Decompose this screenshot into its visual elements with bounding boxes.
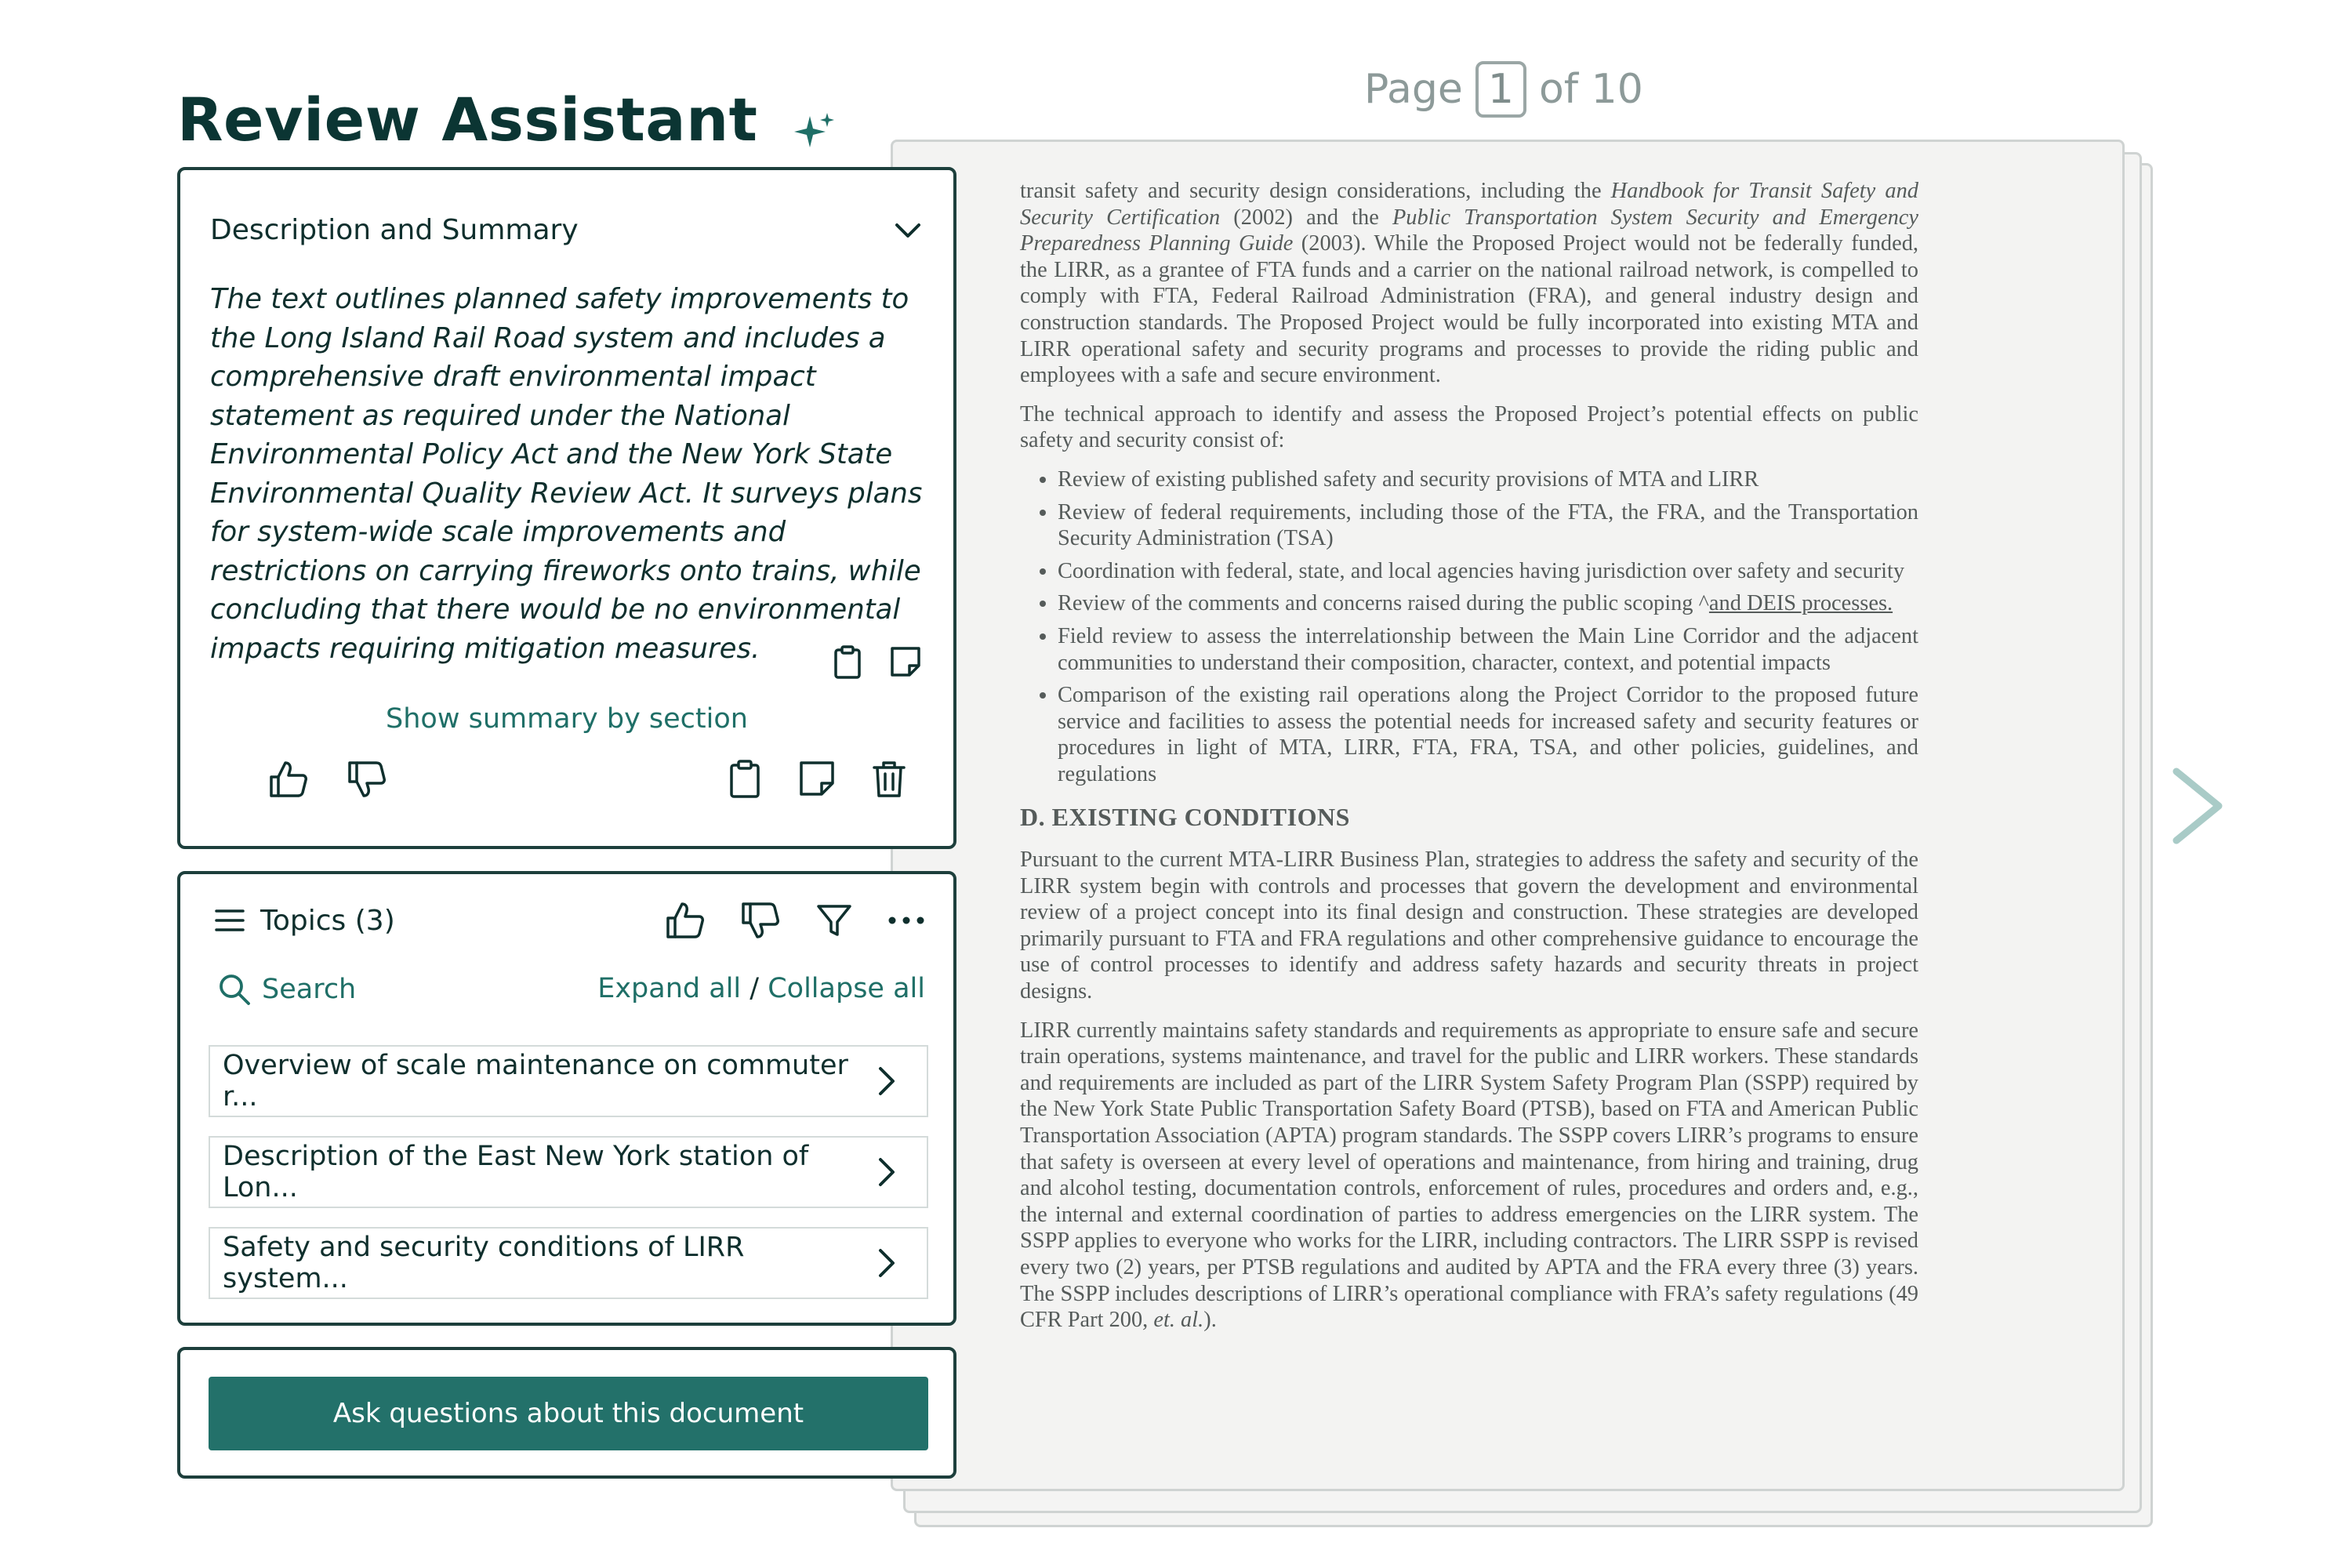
topics-panel <box>177 871 956 1326</box>
search-icon[interactable] <box>218 973 251 1006</box>
page-label: Page <box>1364 66 1463 113</box>
sticky-note-icon[interactable] <box>798 760 836 799</box>
topics-search[interactable] <box>218 973 356 1006</box>
trash-icon[interactable] <box>872 760 906 799</box>
expand-all-link[interactable]: Expand all <box>597 973 742 1004</box>
ask-panel <box>177 1347 956 1479</box>
doc-paragraph: transit safety and security design considerations, including the Handbook for Transit Safety and Security Certification (2002) and the Public Transportation System Security and Emergency Preparedness Planning Guide (2003). While the Proposed Project would not be federally funded, the LIRR, as a grantee of FTA funds and a carrier on the national railroad network, is compelled to comply with FTA, Federal Railroad Administration (FRA), and general industry design and construction standards. The Proposed Project would be fully incorporated into existing MTA and LIRR operational safety and security programs and processes to provide the riding public and employees with a safe and secure environment. <box>1020 179 1919 388</box>
document-page <box>891 140 2125 1491</box>
doc-paragraph: The technical approach to identify and assess the Proposed Project’s potential effects on public safety and security consist of: <box>1020 401 1918 453</box>
summary-feedback <box>268 760 387 799</box>
sticky-note-icon[interactable] <box>889 645 922 680</box>
app-title <box>177 85 837 154</box>
doc-bullet: • Comparison of the existing rail operations along the Project Corridor to the proposed future service and facilities to assess the potential needs for increased safety and security features or procedures in light of MTA, LIRR, FTA, FRA, TSA, and other policies, guidelines, and regulations <box>1058 682 1918 787</box>
page-indicator <box>1364 61 1643 118</box>
doc-paragraph: Pursuant to the current MTA-LIRR Business Plan, strategies to address the safety and security of the LIRR system begin with controls and processes that govern the development and environmental review of a project concept into its final design and construction. These strategies are developed primarily pursuant to FTA and FRA regulations and other comprehensive guidance to encourage the use of control processes to identify and address safety hazards and security threats in project designs. <box>1020 848 1918 1004</box>
summary-panel <box>177 167 956 849</box>
insert-caret: ^ <box>1698 591 1709 616</box>
chevron-right-icon[interactable] <box>877 1247 897 1279</box>
topic-item[interactable] <box>209 1136 928 1208</box>
topic-label: Description of the East New York station of Lon... <box>223 1141 809 1203</box>
topics-header <box>215 901 925 940</box>
chevron-down-icon[interactable] <box>892 215 924 246</box>
doc-bullet-list <box>1020 466 1918 788</box>
thumbs-up-icon[interactable] <box>268 760 309 799</box>
more-options-icon[interactable] <box>887 914 925 927</box>
ask-questions-button[interactable]: Ask questions about this document <box>209 1377 928 1450</box>
summary-heading: Description and Summary <box>210 214 579 246</box>
topic-label: Overview of scale maintenance on commuter r... <box>223 1050 848 1112</box>
doc-bullet: • Coordination with federal, state, and local agencies having jurisdiction over safety and security <box>1058 558 1918 585</box>
thumbs-down-icon[interactable] <box>347 760 387 799</box>
summary-text-actions <box>833 645 922 680</box>
search-label: Search <box>262 974 357 1005</box>
next-page-chevron-icon[interactable] <box>2167 767 2230 845</box>
clipboard-icon[interactable] <box>833 645 862 680</box>
topics-title: Topics (3) <box>260 904 395 937</box>
clipboard-icon[interactable] <box>728 760 762 799</box>
topic-item[interactable] <box>209 1227 928 1299</box>
doc-bullet: • Review of the comments and concerns raised during the public scoping ^and DEIS processes. <box>1058 590 1918 617</box>
thumbs-up-icon[interactable] <box>665 901 706 940</box>
topics-actions <box>665 901 925 940</box>
chevron-right-icon[interactable] <box>877 1065 897 1097</box>
filter-icon[interactable] <box>815 902 853 939</box>
doc-bullet: • Review of federal requirements, including those of the FTA, the FRA, and the Transportation Security Administration (TSA) <box>1058 499 1918 552</box>
show-summary-by-section-link[interactable]: Show summary by section <box>386 703 748 735</box>
menu-icon[interactable] <box>215 908 245 933</box>
topic-item[interactable] <box>209 1045 928 1117</box>
app-title-text: Review Assistant <box>177 85 758 154</box>
topics-search-row <box>218 973 925 1006</box>
separator: / <box>750 973 760 1004</box>
collapse-all-link[interactable]: Collapse all <box>768 973 925 1004</box>
topic-label: Safety and security conditions of LIRR system... <box>223 1232 745 1294</box>
summary-header[interactable] <box>210 214 924 246</box>
summary-actions <box>728 760 906 799</box>
page-total: of 10 <box>1538 66 1643 113</box>
expand-collapse-controls <box>597 973 925 1006</box>
doc-bullet: • Field review to assess the interrelationship between the Main Line Corridor and the adjacent communities to understand their composition, character, context, and potential impacts <box>1058 623 1918 676</box>
document-text <box>1020 178 1918 1346</box>
doc-paragraph: LIRR currently maintains safety standards and requirements as appropriate to ensure safe and secure train operations, systems maintenance, and travel for the public and LIRR workers. These standards and requirements are included as part of the LIRR System Safety Program Plan (SSPP) required by the New York State Public Transportation Safety Board (PTSB), based on FTA and American Public Transportation Association (APTA) program standards. The SSPP covers LIRR’s programs to ensure that safety is overseen at every level of operations and maintenance, from hiring and training, drug and alcohol testing, documentation controls, enforcement of rules, procedures and orders and, e.g., the internal and external coordination of parties to address emergencies on the LIRR system. The SSPP applies to everyone who works for the LIRR, including contractors. The LIRR SSPP is revised every two (2) years, per PTSB regulations and audited by APTA and the FRA every three (3) years. The SSPP includes descriptions of LIRR’s operational compliance with FRA’s safety regulations (49 CFR Part 200, et. al.). <box>1020 1018 1918 1333</box>
chevron-right-icon[interactable] <box>877 1156 897 1188</box>
tracked-insertion: and DEIS processes. <box>1708 591 1893 616</box>
page-number-input[interactable]: 1 <box>1475 61 1526 118</box>
summary-text: The text outlines planned safety improvements to the Long Island Rail Road system and includes a comprehensive draft environmental impact statement as required under the National Environmental Policy Act and the New York State Environmental Quality Review Act. It surveys plans for system-wide scale improvements and restrictions on carrying fireworks onto trains, while concluding that there would be no environmental impacts requiring mitigation measures. <box>210 283 923 665</box>
doc-bullet: • Review of existing published safety and security provisions of MTA and LIRR <box>1058 466 1918 493</box>
sparkle-icon <box>793 98 837 142</box>
thumbs-down-icon[interactable] <box>740 901 781 940</box>
doc-section-heading: D. EXISTING CONDITIONS <box>1020 803 1350 832</box>
topics-title-group <box>215 905 395 937</box>
